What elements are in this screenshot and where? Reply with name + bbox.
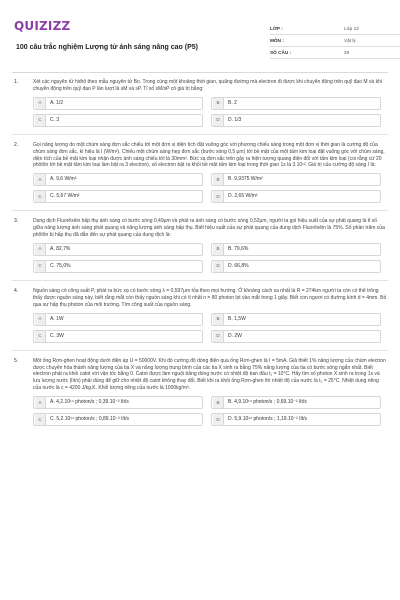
worksheet-header: [12, 12, 388, 68]
answer-option-a[interactable]: [33, 313, 203, 326]
header-divider: [12, 72, 388, 73]
question-number: 4.: [14, 288, 19, 295]
option-letter: B: [213, 244, 224, 255]
answer-option-a[interactable]: [33, 243, 203, 256]
option-text: C. 5,67 W/m²: [50, 193, 80, 200]
answer-option-c[interactable]: [33, 260, 203, 273]
question-1: [12, 79, 388, 135]
option-text: B. 79,6%: [228, 246, 249, 253]
meta-key: MÔN :: [270, 38, 284, 44]
option-letter: D: [213, 414, 224, 425]
option-text: D. 2W: [228, 332, 242, 339]
answer-options: [33, 243, 388, 273]
option-letter: C: [35, 414, 46, 425]
option-letter: C: [35, 261, 46, 272]
answer-option-c[interactable]: [33, 114, 203, 127]
answer-option-d[interactable]: [211, 114, 381, 127]
option-text: C. 75,0%: [50, 263, 71, 270]
question-number: 1.: [14, 79, 19, 85]
question-text: Nguồn sáng có công suất P, phát ra bức xạ có bước sóng λ = 0,597μm tỏa theo mọi hướng. Ở khoảng cách xa nhất là R = 274km người ta còn có thể trông thấy được nguồn sáng này, biết rằng mắt còn thấy nguồn sáng khi có ít nhất n = 80 photon lọt vào mắt trong 1 giây. Biết con ngươi có đường kính d = 4mm. Bỏ qua sự hấp thụ photon của môi trường. Tìm công suất của nguồn sáng.: [33, 288, 387, 308]
option-letter: B: [213, 397, 224, 408]
meta-key: SỐ CÂU :: [270, 50, 292, 56]
meta-info: [270, 25, 400, 61]
option-letter: A: [35, 314, 46, 325]
option-text: C. 5,2.10¹⁴ photon/s ; 0,89.10⁻² lít/s: [50, 416, 129, 423]
question-number: 3.: [14, 218, 19, 225]
option-letter: C: [35, 115, 46, 126]
option-text: A. 1/2: [50, 99, 64, 106]
page-title: 100 câu trắc nghiệm Lượng tử ánh sáng nâng cao (P5): [16, 44, 198, 51]
option-text: C. 3: [50, 116, 60, 123]
answer-option-d[interactable]: [211, 413, 381, 426]
question-2: [12, 142, 388, 212]
question-number: 2.: [14, 141, 19, 148]
meta-value: 20: [344, 50, 350, 56]
option-text: B. 4,9.10¹⁴ photon/s ; 0,69.10⁻² lít/s: [228, 399, 307, 406]
option-letter: B: [213, 314, 224, 325]
meta-value: Lớp 12: [344, 26, 359, 32]
option-letter: B: [213, 98, 224, 109]
option-text: B. 9,9375 W/m²: [228, 176, 263, 183]
answer-option-b[interactable]: [211, 97, 381, 110]
option-letter: D: [213, 191, 224, 202]
question-text: Xét các nguyên tử hiđrô theo mẫu nguyên tử Bo. Trong cùng một khoảng thời gian, quãng đường mà electron đi được khi chuyển động trên quỹ đạo M và khi chuyển động trên quỹ đạo P lần lượt là sM và sP. Tỉ số sM/sP có giá trị bằng:: [33, 79, 382, 92]
meta-row-subject: [270, 37, 400, 47]
answer-option-a[interactable]: [33, 396, 203, 409]
option-text: B. 1,5W: [228, 315, 246, 322]
option-letter: C: [35, 191, 46, 202]
answer-option-d[interactable]: [211, 330, 381, 343]
question-text: Một ống Rơn-ghen hoạt động dưới điện áp U = 50000V. Khi đó cường độ dòng điện qua ống Rơn-ghen là I = 5mA. Giả thiết 1% năng lượng của chùm electron được chuyển hóa thành năng lượng của tia X và năng lượng trung bình của các tia X sinh ra bằng 75% năng lượng của tia có bước sóng ngắn nhất. Biết electron phát ra khỏi catot với vận tốc bằng 0. Catot được làm nguội bằng dòng nước có nhiệt độ ban đầu t₁ = 10°C. Hãy tìm số photon X sinh ra trong 1s và lưu lượng nước (lít/s) phải dùng để giữ cho nhiệt độ catot không thay đổi. Biết khi ra khỏi ống Rơn-ghen thì nhiệt độ của nước là t₂ = 25°C. Nhiệt dung riêng của nước là c = 4200 J/kg.K. Khối lượng riêng của nước là 1000kg/m³.: [33, 357, 386, 392]
option-text: A. 4,2.10¹⁴ photon/s ; 0,39.10⁻² lít/s: [50, 399, 129, 406]
option-text: D. 5,9.10¹⁴ photon/s ; 1,19.10⁻² lít/s: [228, 416, 307, 423]
option-letter: A: [35, 244, 46, 255]
option-letter: A: [35, 98, 46, 109]
answer-option-b[interactable]: [211, 396, 381, 409]
question-text: Dung dịch Fluorêxêin hấp thụ ánh sáng có bước sóng 0,49μm và phát ra ánh sáng có bước sóng 0,52μm, người ta gọi hiệu suất của sự phát quang là tỉ số giữa năng lượng ánh sáng phát quang và năng lượng ánh sáng hấp thụ. Biết hiệu suất của sự phát quang của dung dịch Fluorêxêin là 75%. Số phần trăm của phôtôn bị hấp thụ đã dẫn đến sự phát quang của dung dịch là:: [33, 218, 385, 239]
question-5: [12, 358, 388, 433]
meta-row-class: [270, 25, 400, 35]
option-letter: B: [213, 174, 224, 185]
answer-options: [33, 97, 388, 127]
answer-option-a[interactable]: [33, 97, 203, 110]
option-text: A. 82,7%: [50, 246, 71, 253]
option-letter: A: [35, 174, 46, 185]
question-number: 5.: [14, 357, 19, 364]
answer-option-d[interactable]: [211, 260, 381, 273]
answer-option-c[interactable]: [33, 330, 203, 343]
meta-value: Vật lý: [344, 38, 356, 44]
question-text: Gọi năng lượng do một chùm sáng đơn sắc chiếu tới một đơn vị diện tích đặt vuông góc với phương chiếu sáng trong một đơn vị thời gian là cường độ của chùm sáng đơn sắc, kí hiệu là I (W/m²). Chiếu một chùm sáng hẹp đơn sắc (bước sóng 0,5 μm) tới bề mặt của một tấm kim loại đặt vuông góc với chùm sáng, diện tích của bề mặt kim loại nhận được ánh sáng chiếu tới là 30mm². Bức xạ đơn sắc trên gây ra hiện tượng quang điện đối với tấm kim loại (coi rằng cứ 20 phôtôn tới bề mặt tấm kim loại làm bật ra 3 electron), số electron bật ra khỏi bề mặt tấm kim loại trong thời gian 1s là 3.10¹³. Giá trị của cường độ sáng I là:: [33, 141, 385, 169]
question-3: [12, 218, 388, 281]
option-text: B. 2: [228, 99, 237, 106]
option-text: D. 66,8%: [228, 263, 249, 270]
answer-option-c[interactable]: [33, 190, 203, 203]
option-letter: D: [213, 261, 224, 272]
option-letter: A: [35, 397, 46, 408]
option-letter: D: [213, 115, 224, 126]
question-list: [12, 79, 388, 433]
answer-option-b[interactable]: [211, 313, 381, 326]
answer-option-b[interactable]: [211, 173, 381, 186]
option-text: D. 1/3: [228, 116, 242, 123]
option-letter: D: [213, 331, 224, 342]
option-text: A. 1W: [50, 315, 64, 322]
meta-row-count: [270, 49, 400, 59]
option-text: C. 3W: [50, 332, 64, 339]
answer-option-b[interactable]: [211, 243, 381, 256]
option-letter: C: [35, 331, 46, 342]
answer-option-a[interactable]: [33, 173, 203, 186]
answer-option-c[interactable]: [33, 413, 203, 426]
question-4: [12, 288, 388, 351]
quizizz-logo: QUIZIZZ: [14, 19, 71, 33]
answer-options: [33, 396, 388, 426]
answer-options: [33, 313, 388, 343]
meta-key: LỚP :: [270, 26, 283, 32]
answer-option-d[interactable]: [211, 190, 381, 203]
option-text: D. 2,65 W/m²: [228, 193, 258, 200]
answer-options: [33, 173, 388, 203]
option-text: A. 9,6 W/m²: [50, 176, 77, 183]
